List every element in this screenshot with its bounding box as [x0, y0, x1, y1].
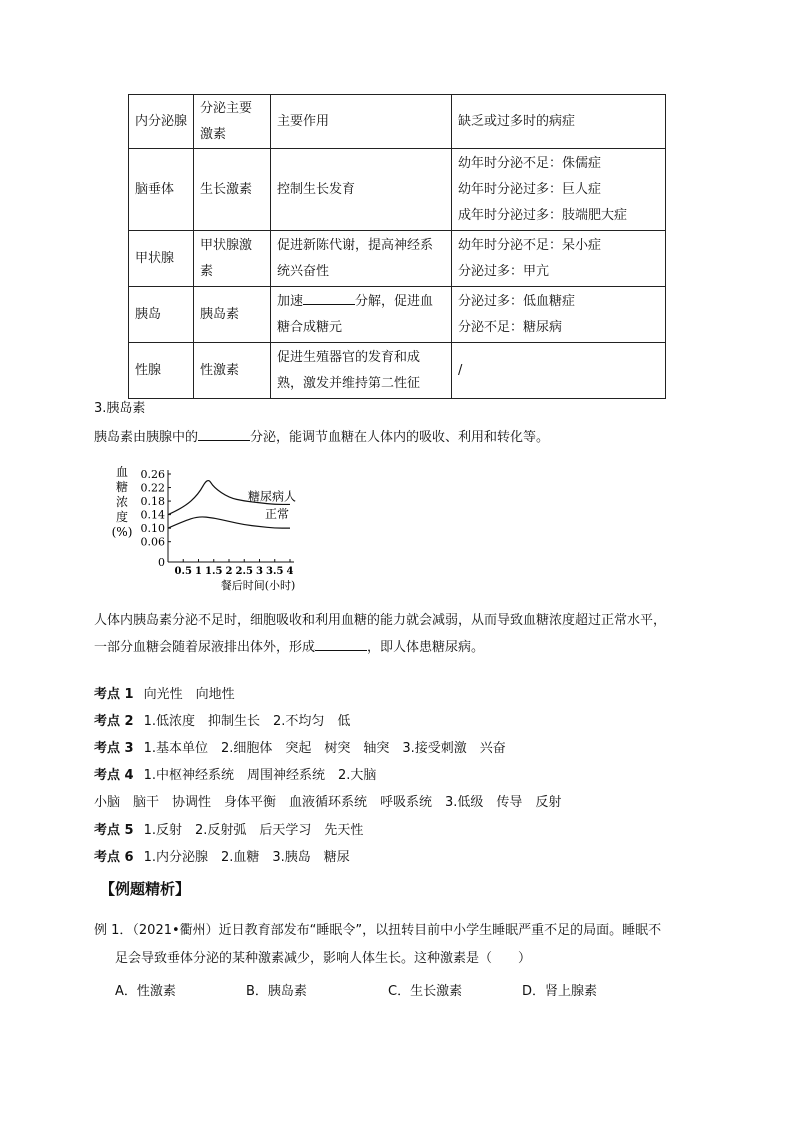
y-tick-label: 0.14: [140, 508, 165, 522]
function-text: 分解，促进血糖合成糖元: [277, 293, 434, 335]
answer-line: [94, 767, 376, 785]
table-header-row: [129, 95, 666, 149]
text-segment: 胰岛素由胰腺中的: [94, 430, 199, 445]
answer-line: [94, 713, 350, 731]
header-cell: 缺乏或过多时的病症: [452, 95, 666, 149]
hormone-cell: 性激素: [194, 343, 271, 399]
y-tick-label: 0.10: [140, 522, 165, 536]
disease-line: 分泌过多：甲亢: [458, 263, 550, 279]
answer-label: 考点 3: [94, 741, 134, 756]
x-tick-label: 2.5: [235, 566, 253, 577]
answer-line: [94, 686, 235, 704]
y-tick-label: 0.06: [140, 535, 165, 549]
table-row: [129, 231, 666, 287]
function-cell: 促进生殖器官的发育和成熟，激发并维持第二性征: [271, 343, 452, 399]
answer-label: 考点 1: [94, 687, 134, 702]
y-axis-label: 血糖浓度(%): [111, 465, 133, 539]
answer-text: 1.基本单位 2.细胞体 突起 树突 轴突 3.接受刺激 兴奋: [143, 741, 506, 756]
answer-text: 1.内分泌腺 2.血糖 3.胰岛 糖尿: [143, 850, 350, 865]
fill-blank[interactable]: [315, 636, 367, 651]
answer-text: 1.中枢神经系统 周围神经系统 2.大脑: [143, 768, 377, 783]
answer-line: [94, 740, 506, 758]
disease-line: 幼年时分泌过多：巨人症: [458, 181, 602, 197]
paragraph-line: [94, 636, 484, 657]
disease-cell: [452, 287, 666, 343]
text-segment: 分泌，能调节血糖在人体内的吸收、利用和转化等。: [250, 430, 550, 445]
answer-line: [94, 849, 350, 867]
answer-text: 向光性 向地性: [143, 687, 235, 702]
answer-label: 考点 6: [94, 850, 134, 865]
header-cell: 分泌主要激素: [194, 95, 271, 149]
section-text: [94, 426, 549, 447]
x-axis-label: 餐后时间(小时): [220, 579, 296, 592]
y-tick-label: 0.22: [140, 481, 165, 495]
x-tick-label: 0.5: [174, 566, 192, 577]
gland-cell: 脑垂体: [129, 149, 194, 231]
answer-text: 小脑 脑干 协调性 身体平衡 血液循环系统 呼吸系统 3.低级 传导 反射: [94, 795, 562, 810]
disease-cell: /: [452, 343, 666, 399]
disease-line: 成年时分泌过多：肢端肥大症: [458, 207, 628, 223]
answer-label: 考点 4: [94, 768, 134, 783]
x-tick-label: 2: [225, 566, 233, 577]
hormone-cell: 胰岛素: [194, 287, 271, 343]
disease-line: 分泌不足：糖尿病: [458, 319, 563, 335]
option-b[interactable]: B．胰岛素: [246, 984, 307, 999]
question-line: 足会导致垂体分泌的某种激素减少，影响人体生长。这种激素是（ ）: [115, 951, 532, 966]
gland-cell: 胰岛: [129, 287, 194, 343]
hormone-cell: 生长激素: [194, 149, 271, 231]
function-cell: 控制生长发育: [271, 149, 452, 231]
x-tick-label: 3.5: [266, 566, 284, 577]
function-text: 加速: [277, 293, 304, 309]
table-row: [129, 343, 666, 399]
fill-blank[interactable]: [198, 426, 250, 441]
fill-blank[interactable]: [303, 290, 355, 305]
answer-text: 1.低浓度 抑制生长 2.不均匀 低: [143, 714, 351, 729]
series-label: 正常: [265, 507, 290, 522]
header-cell: 主要作用: [271, 95, 452, 149]
series-label: 糖尿病人: [248, 489, 297, 504]
function-cell: [271, 287, 452, 343]
gland-cell: 性腺: [129, 343, 194, 399]
endocrine-table: [128, 94, 666, 399]
gland-cell: 甲状腺: [129, 231, 194, 287]
answer-text: 1.反射 2.反射弧 后天学习 先天性: [143, 823, 364, 838]
function-cell: 促进新陈代谢，提高神经系统兴奋性: [271, 231, 452, 287]
disease-line: 分泌过多：低血糖症: [458, 293, 576, 309]
answer-label: 考点 2: [94, 714, 134, 729]
table-row: [129, 287, 666, 343]
disease-cell: [452, 149, 666, 231]
answer-label: 考点 5: [94, 823, 134, 838]
section-title: 3.胰岛素: [94, 401, 146, 416]
option-a[interactable]: A．性激素: [115, 984, 176, 999]
x-tick-label: 4: [286, 566, 294, 577]
table-row: [129, 149, 666, 231]
disease-line: 幼年时分泌不足：侏儒症: [458, 155, 602, 171]
answer-line: [94, 822, 363, 840]
example-heading: 【例题精析】: [100, 880, 191, 898]
answer-line: [94, 794, 561, 812]
x-tick-label: 1.5: [205, 566, 223, 577]
text-segment: ，即人体患糖尿病。: [367, 640, 485, 655]
y-tick-label: 0.18: [140, 495, 165, 509]
question-line: 例 1．（2021•衢州）近日教育部发布“睡眠令”，以扭转目前中小学生睡眠严重不足的局面。睡眠不: [94, 923, 662, 938]
header-cell: 内分泌腺: [129, 95, 194, 149]
option-c[interactable]: C．生长激素: [388, 984, 463, 999]
option-d[interactable]: D．肾上腺素: [522, 984, 598, 999]
hormone-cell: 甲状腺激素: [194, 231, 271, 287]
paragraph-line: 人体内胰岛素分泌不足时，细胞吸收和利用血糖的能力就会减弱，从而导致血糖浓度超过正常水平，: [94, 613, 667, 628]
x-tick-label: 1: [195, 566, 202, 577]
text-segment: 一部分血糖会随着尿液排出体外，形成: [94, 640, 316, 655]
y-tick-label: 0: [158, 556, 165, 569]
y-tick-label: 0.26: [140, 468, 165, 481]
disease-cell: [452, 231, 666, 287]
x-tick-label: 3: [256, 566, 263, 577]
disease-line: 幼年时分泌不足：呆小症: [458, 237, 602, 253]
blood-sugar-chart: [110, 460, 350, 596]
